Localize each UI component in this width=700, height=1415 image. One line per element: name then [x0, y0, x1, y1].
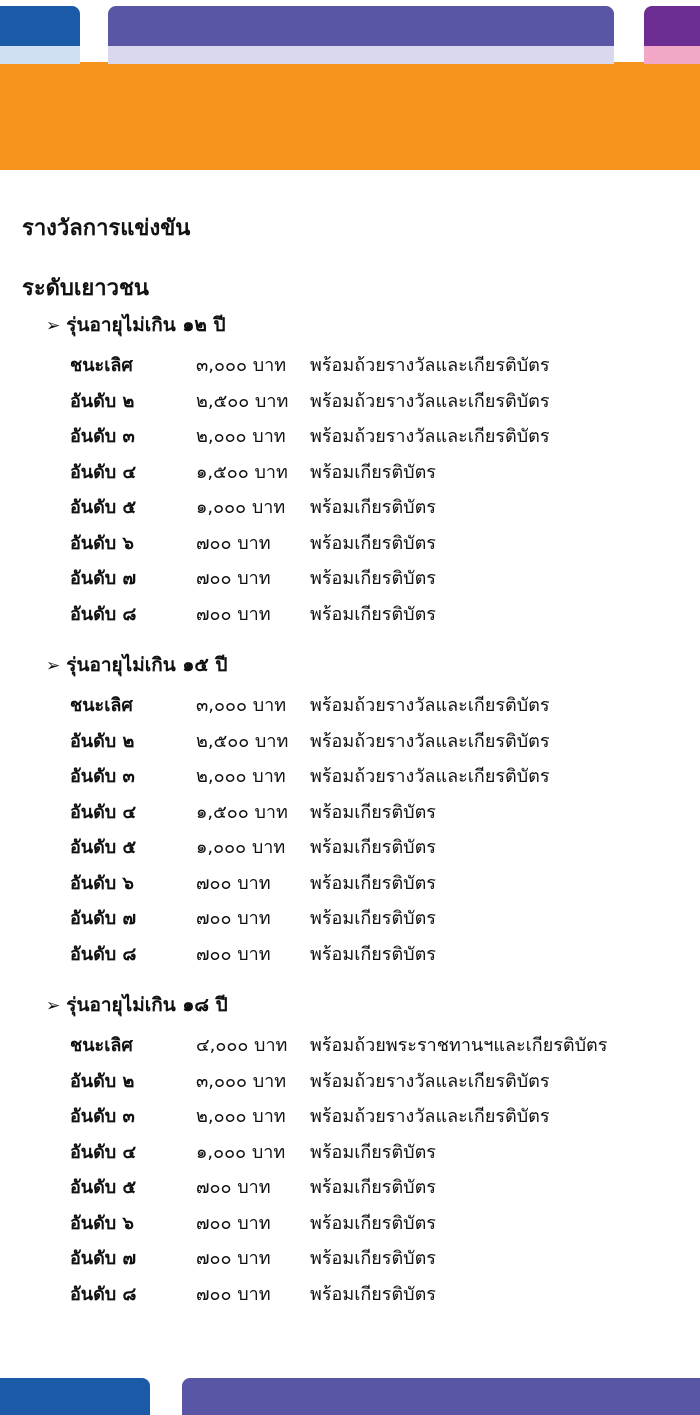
prize-row	[0, 726, 700, 761]
prize-amount: ๗๐๐ บาท	[196, 943, 271, 965]
prize-reward: พร้อมถ้วยรางวัลและเกียรติบัตร	[310, 695, 550, 716]
header-tab-blue	[0, 6, 80, 48]
header-stripe-mid	[108, 46, 614, 64]
prize-reward: พร้อมถ้วยรางวัลและเกียรติบัตร	[310, 1070, 550, 1092]
prize-amount: ๒,๐๐๐ บาท	[196, 426, 286, 447]
prize-row	[0, 492, 700, 527]
prize-reward: พร้อมถ้วยรางวัลและเกียรติบัตร	[310, 766, 550, 787]
prize-rank: อันดับ ๒	[70, 730, 135, 752]
prize-row	[0, 386, 700, 421]
prize-rank: อันดับ ๒	[70, 390, 135, 412]
prize-rank: อันดับ ๔	[70, 1141, 137, 1163]
age-group-title	[46, 310, 226, 340]
prize-rank: อันดับ ๕	[70, 1177, 137, 1198]
prize-amount: ๗๐๐ บาท	[196, 568, 271, 589]
prize-reward: พร้อมถ้วยพระราชทานฯและเกียรติบัตร	[310, 1035, 608, 1056]
prize-reward: พร้อมถ้วยรางวัลและเกียรติบัตร	[310, 730, 550, 752]
level-heading: ระดับเยาวชน	[22, 276, 149, 301]
prize-reward: พร้อมเกียรติบัตร	[310, 497, 436, 518]
prize-rank: อันดับ ๘	[70, 943, 137, 965]
prize-amount: ๔,๐๐๐ บาท	[196, 1035, 288, 1056]
header-tab-violet	[644, 6, 700, 48]
header-stripe-right	[644, 46, 700, 64]
prize-row	[0, 1066, 700, 1101]
prize-reward: พร้อมเกียรติบัตร	[310, 1141, 436, 1163]
prize-rank: อันดับ ๓	[70, 1106, 135, 1127]
prize-amount: ๑,๐๐๐ บาท	[196, 497, 286, 518]
prize-amount: ๓,๐๐๐ บาท	[196, 355, 287, 376]
prize-row	[0, 797, 700, 832]
prize-amount: ๗๐๐ บาท	[196, 908, 271, 929]
prize-amount: ๗๐๐ บาท	[196, 603, 271, 625]
prize-row	[0, 1137, 700, 1172]
prize-amount: ๗๐๐ บาท	[196, 1212, 271, 1234]
prize-rank: อันดับ ๓	[70, 766, 135, 787]
prize-row	[0, 563, 700, 598]
prize-row	[0, 421, 700, 456]
prize-row	[0, 939, 700, 974]
header-banner	[0, 46, 700, 170]
age-group-title	[46, 650, 227, 680]
prize-reward: พร้อมเกียรติบัตร	[310, 1283, 436, 1305]
arrowhead-bullet-icon: ➢	[46, 656, 61, 676]
prize-row	[0, 1030, 700, 1065]
footer-bar-purple	[182, 1378, 700, 1415]
age-group-label: รุ่นอายุไม่เกิน ๑๕ ปี	[66, 654, 228, 676]
document-title: รางวัลการแข่งขัน	[22, 216, 191, 241]
age-group-label: รุ่นอายุไม่เกิน ๑๘ ปี	[66, 994, 228, 1016]
prize-amount: ๗๐๐ บาท	[196, 872, 271, 894]
prize-amount: ๓,๐๐๐ บาท	[196, 695, 287, 716]
prize-row	[0, 868, 700, 903]
prize-row	[0, 457, 700, 492]
prize-row	[0, 832, 700, 867]
prize-reward: พร้อมเกียรติบัตร	[310, 1248, 436, 1269]
prize-amount: ๓,๐๐๐ บาท	[196, 1070, 287, 1092]
prize-rank: อันดับ ๔	[70, 461, 137, 483]
prize-rank: อันดับ ๕	[70, 837, 137, 858]
prize-rank: อันดับ ๘	[70, 1283, 137, 1305]
prize-rank: อันดับ ๗	[70, 1248, 137, 1269]
prize-reward: พร้อมถ้วยรางวัลและเกียรติบัตร	[310, 426, 550, 447]
prize-amount: ๒,๕๐๐ บาท	[196, 730, 289, 752]
prize-row	[0, 903, 700, 938]
age-group-label: รุ่นอายุไม่เกิน ๑๒ ปี	[66, 314, 226, 336]
prize-reward: พร้อมเกียรติบัตร	[310, 908, 436, 929]
prize-row	[0, 1243, 700, 1278]
prize-reward: พร้อมเกียรติบัตร	[310, 801, 436, 823]
footer-bar-blue	[0, 1378, 150, 1415]
prize-reward: พร้อมเกียรติบัตร	[310, 837, 436, 858]
prize-rank: ชนะเลิศ	[70, 355, 133, 376]
prize-reward: พร้อมเกียรติบัตร	[310, 568, 436, 589]
prize-reward: พร้อมเกียรติบัตร	[310, 461, 436, 483]
prize-reward: พร้อมเกียรติบัตร	[310, 1212, 436, 1234]
prize-rank: อันดับ ๕	[70, 497, 137, 518]
prize-row	[0, 690, 700, 725]
prize-amount: ๗๐๐ บาท	[196, 1248, 271, 1269]
prize-row	[0, 761, 700, 796]
prize-amount: ๑,๕๐๐ บาท	[196, 461, 288, 483]
prize-rank: อันดับ ๗	[70, 568, 137, 589]
prize-rank: อันดับ ๗	[70, 908, 137, 929]
prize-reward: พร้อมเกียรติบัตร	[310, 872, 436, 894]
prize-rank: อันดับ ๔	[70, 801, 137, 823]
prize-row	[0, 528, 700, 563]
prize-amount: ๗๐๐ บาท	[196, 532, 271, 554]
prize-row	[0, 1172, 700, 1207]
prize-rank: อันดับ ๘	[70, 603, 137, 625]
prize-reward: พร้อมเกียรติบัตร	[310, 943, 436, 965]
prize-amount: ๒,๐๐๐ บาท	[196, 766, 286, 787]
prize-rank: อันดับ ๖	[70, 872, 134, 894]
arrowhead-bullet-icon: ➢	[46, 316, 61, 336]
header-stripe-left	[0, 46, 80, 64]
prize-reward: พร้อมถ้วยรางวัลและเกียรติบัตร	[310, 1106, 550, 1127]
prize-amount: ๑,๐๐๐ บาท	[196, 1141, 286, 1163]
prize-amount: ๗๐๐ บาท	[196, 1283, 271, 1305]
prize-rank: ชนะเลิศ	[70, 1035, 133, 1056]
arrowhead-bullet-icon: ➢	[46, 996, 61, 1016]
prize-reward: พร้อมถ้วยรางวัลและเกียรติบัตร	[310, 390, 550, 412]
prize-row	[0, 1208, 700, 1243]
prize-rank: ชนะเลิศ	[70, 695, 133, 716]
prize-row	[0, 1279, 700, 1314]
prize-rank: อันดับ ๖	[70, 532, 134, 554]
header-tab-purple	[108, 6, 614, 48]
prize-reward: พร้อมเกียรติบัตร	[310, 1177, 436, 1198]
prize-rank: อันดับ ๒	[70, 1070, 135, 1092]
prize-reward: พร้อมถ้วยรางวัลและเกียรติบัตร	[310, 355, 550, 376]
prize-row	[0, 1101, 700, 1136]
prize-reward: พร้อมเกียรติบัตร	[310, 532, 436, 554]
prize-amount: ๒,๕๐๐ บาท	[196, 390, 289, 412]
age-group-title	[46, 990, 228, 1020]
prize-row	[0, 350, 700, 385]
prize-amount: ๒,๐๐๐ บาท	[196, 1106, 286, 1127]
prize-row	[0, 599, 700, 634]
prize-reward: พร้อมเกียรติบัตร	[310, 603, 436, 625]
prize-amount: ๗๐๐ บาท	[196, 1177, 271, 1198]
prize-amount: ๑,๕๐๐ บาท	[196, 801, 288, 823]
prize-rank: อันดับ ๓	[70, 426, 135, 447]
prize-amount: ๑,๐๐๐ บาท	[196, 837, 286, 858]
prize-rank: อันดับ ๖	[70, 1212, 134, 1234]
